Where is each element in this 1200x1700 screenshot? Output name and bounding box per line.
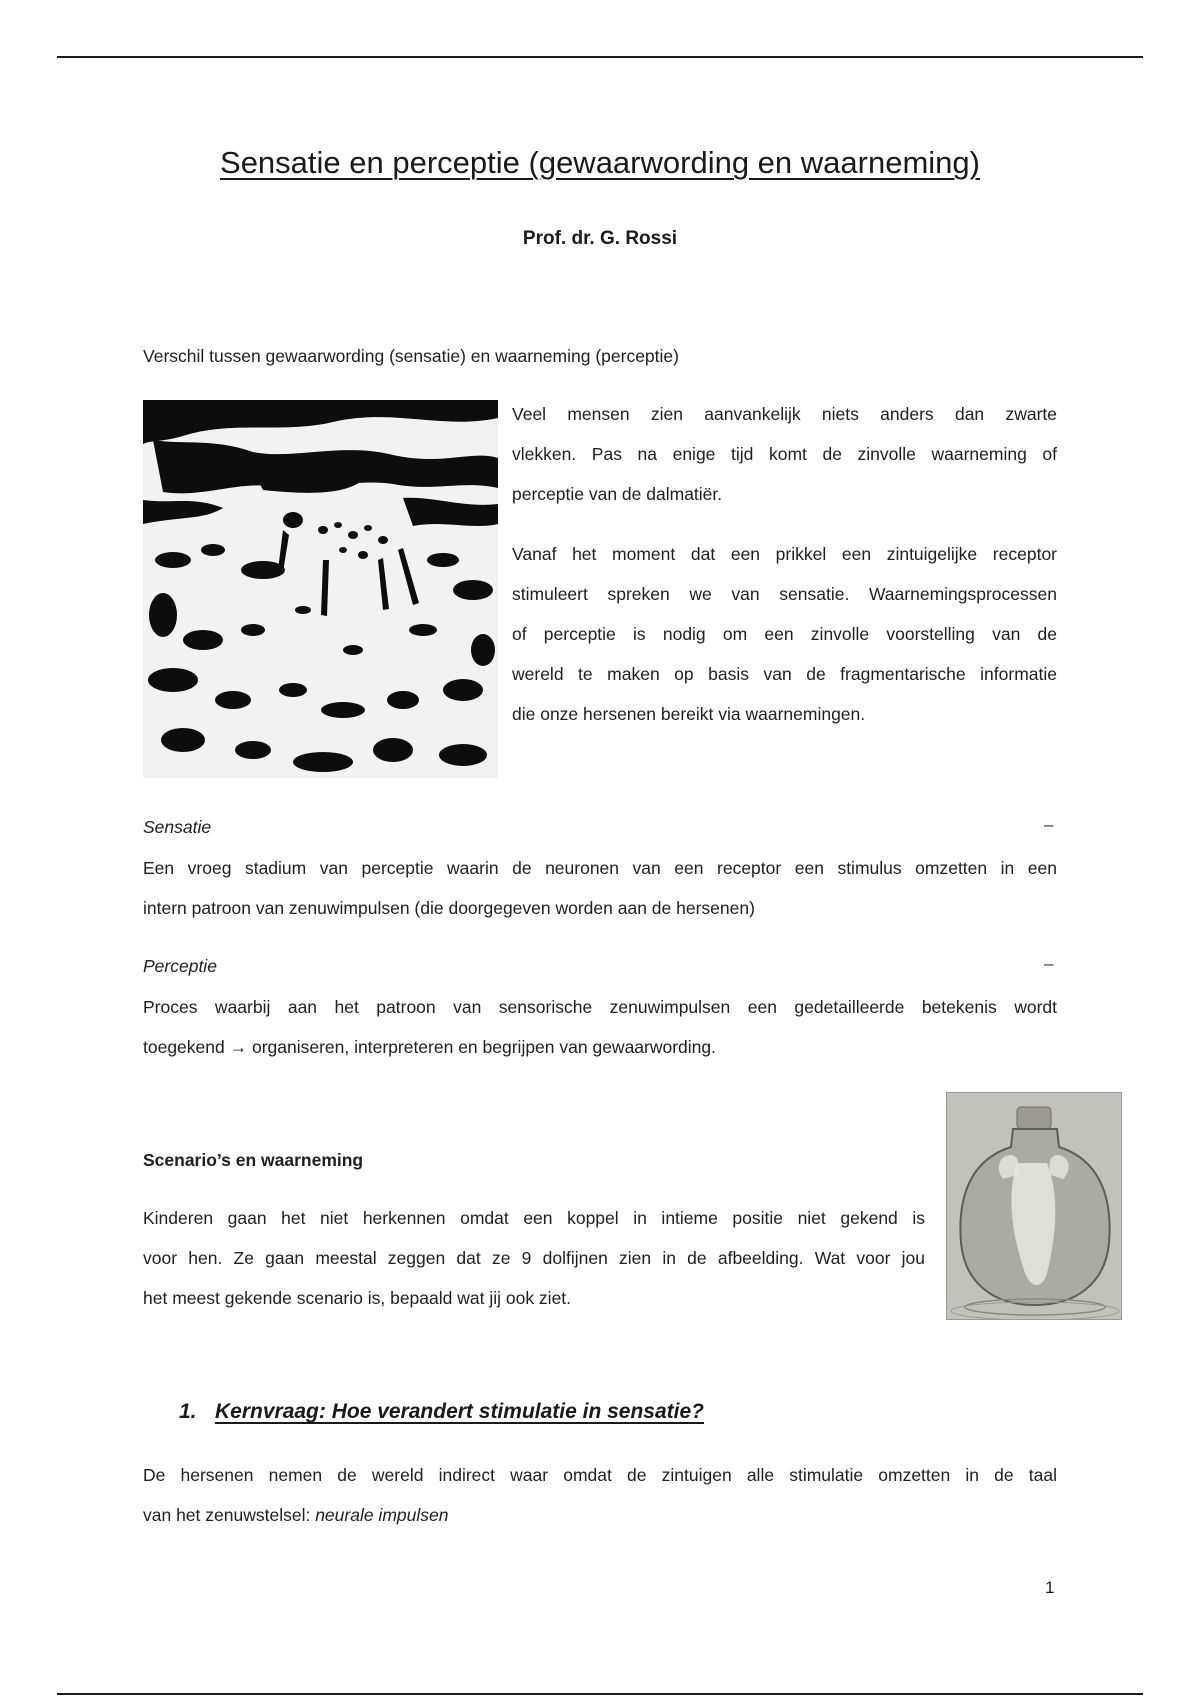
intro-heading: Verschil tussen gewaarwording (sensatie) en waarneming (perceptie) [143, 346, 679, 366]
author: Prof. dr. G. Rossi [522, 228, 678, 249]
intro-para2-line3: of perceptie is nodig om een zinvolle voorstelling van de [512, 624, 1057, 644]
definition-dash: – [1044, 815, 1054, 834]
scenario-line3: het meest gekende scenario is, bepaald wat jij ook ziet. [143, 1288, 572, 1308]
intro-para1-line2: vlekken. Pas na enige tijd komt de zinvolle waarneming of [512, 444, 1057, 464]
scenario-heading: Scenario’s en waarneming [143, 1150, 364, 1170]
top-rule [57, 56, 1143, 58]
bottom-rule [57, 1693, 1143, 1695]
scenario-line2: voor hen. Ze gaan meestal zeggen dat ze 9 dolfijnen zien in de afbeelding. Wat voor jou [143, 1248, 925, 1268]
dalmatian-illusion-image [143, 400, 498, 778]
definition-term-perceptie: Perceptie [143, 956, 217, 976]
intro-para1-line1: Veel mensen zien aanvankelijk niets anders dan zwarte [512, 404, 1057, 424]
definition-dash: – [1044, 954, 1054, 973]
kernvraag-body-line1: De hersenen nemen de wereld indirect waar omdat de zintuigen alle stimulatie omzetten in de taal [143, 1465, 1057, 1485]
definition-term-sensatie: Sensatie [143, 817, 212, 837]
kernvraag-body-line2-italic: neurale impulsen [315, 1505, 449, 1525]
definition-sensatie-line1: Een vroeg stadium van perceptie waarin de neuronen van een receptor een stimulus omzetten in een [143, 858, 1057, 878]
intro-para2-line4: wereld te maken op basis van de fragmentarische informatie [512, 664, 1057, 684]
intro-para2-line1: Vanaf het moment dat een prikkel een zintuigelijke receptor [512, 544, 1057, 564]
definition-perceptie-line1: Proces waarbij aan het patroon van sensorische zenuwimpulsen een gedetailleerde betekenis wordt [143, 997, 1057, 1017]
kernvraag-body-line2 [143, 1495, 448, 1535]
page-title: Sensatie en perceptie (gewaarwording en waarneming) [220, 145, 980, 180]
kernvraag-number: 1. [179, 1400, 197, 1423]
definition-sensatie-line2: intern patroon van zenuwimpulsen (die doorgegeven worden aan de hersenen) [143, 898, 755, 918]
kernvraag-text: Kernvraag: Hoe verandert stimulatie in sensatie? [215, 1400, 704, 1423]
intro-para2-line5: die onze hersenen bereikt via waarnemingen. [512, 704, 866, 724]
kernvraag-heading [179, 1400, 704, 1424]
intro-para2-line2: stimuleert spreken we van sensatie. Waarnemingsprocessen [512, 584, 1057, 604]
bottle-illusion-image [946, 1092, 1122, 1320]
intro-para1-line3: perceptie van de dalmatiër. [512, 484, 723, 504]
definition-perceptie-line2: toegekend → organiseren, interpreteren en begrijpen van gewaarwording. [143, 1037, 717, 1057]
page-number: 1 [1045, 1578, 1055, 1597]
scenario-line1: Kinderen gaan het niet herkennen omdat een koppel in intieme positie niet gekend is [143, 1208, 925, 1228]
kernvraag-body-line2-plain: van het zenuwstelsel: [143, 1505, 316, 1525]
